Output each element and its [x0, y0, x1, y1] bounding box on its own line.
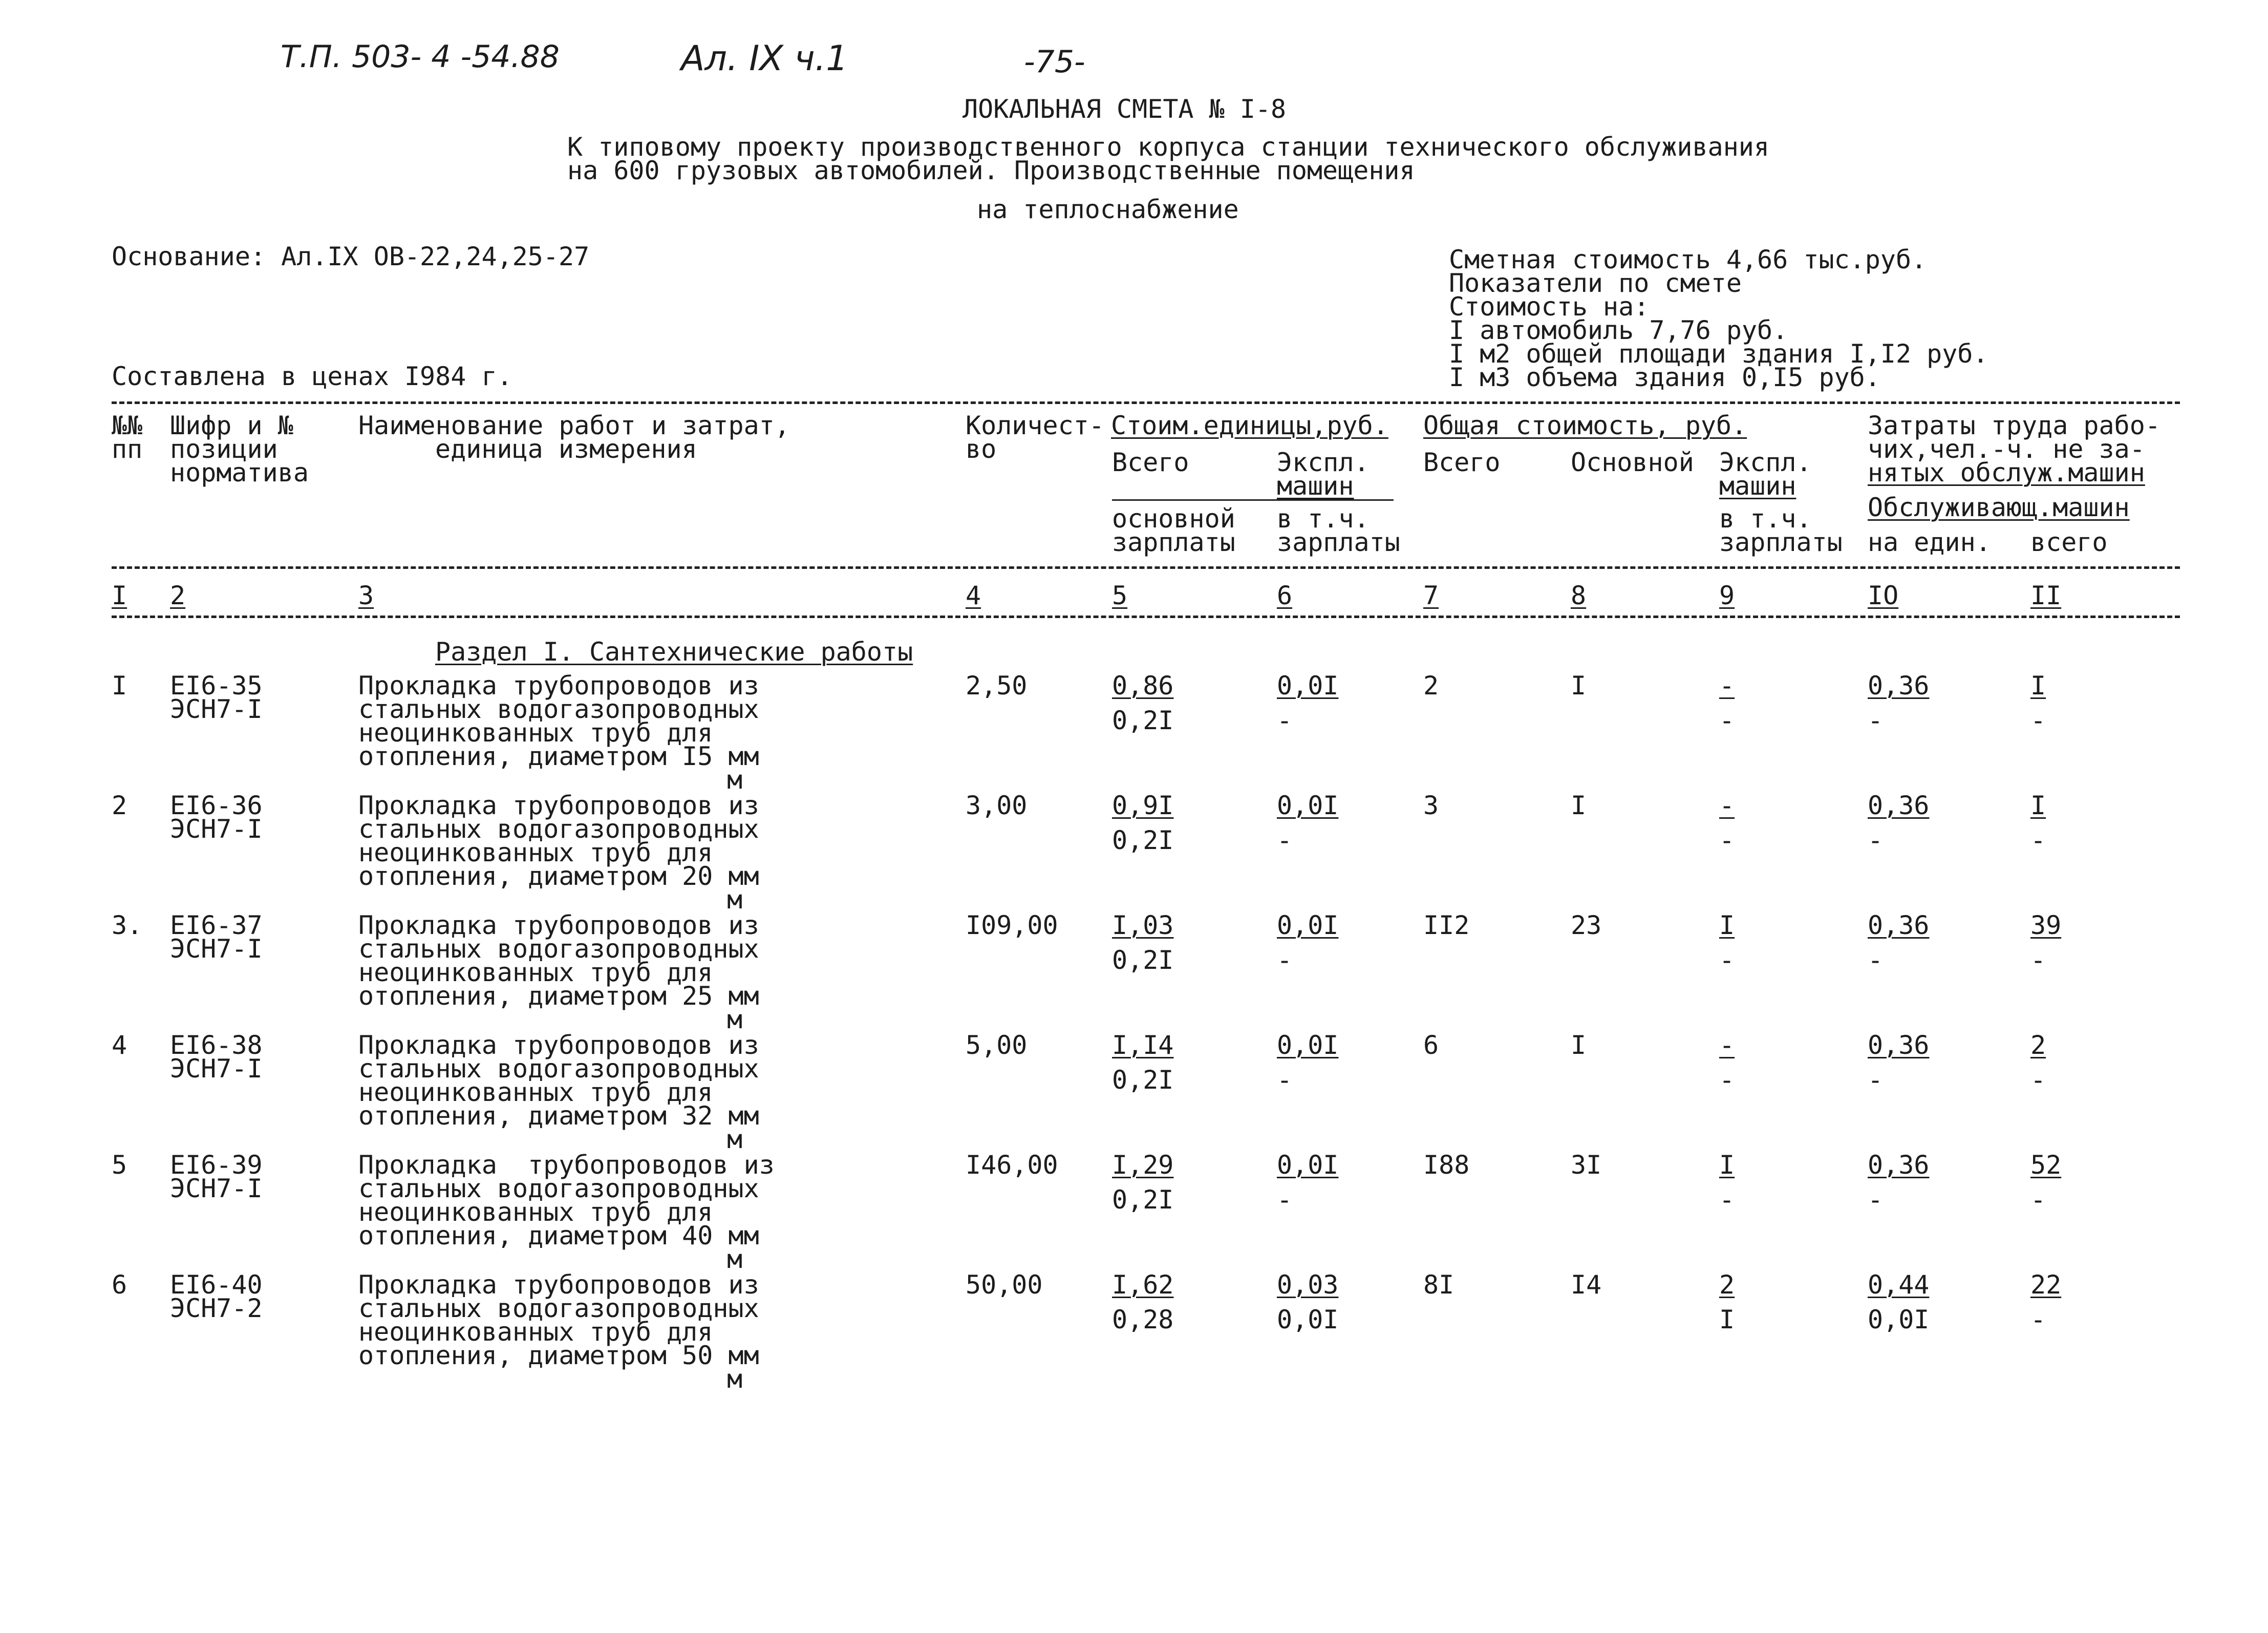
row-total-base: I4	[1571, 1270, 1602, 1300]
row-code-sub: ЭСН7-I	[170, 814, 263, 844]
row-total-all: 6	[1423, 1030, 1439, 1060]
row-total-machines: -	[1719, 1030, 1735, 1060]
row-name-line: стальных водогазопроводных	[358, 814, 759, 844]
row-unit-total: I,62	[1112, 1270, 1174, 1300]
row-unit-machines: 0,0I	[1277, 791, 1339, 820]
row-code-sub: ЭСН7-2	[170, 1293, 263, 1323]
row-number: 5	[112, 1150, 127, 1180]
row-total-machines: -	[1719, 671, 1735, 701]
colnum-4: 4	[966, 581, 981, 610]
row-unit-incl-wage: -	[1277, 825, 1293, 855]
row-labor-service-per-unit: -	[1868, 1065, 1884, 1095]
estimated-cost: Сметная стоимость 4,66 тыс.руб.	[1449, 245, 1927, 274]
row-name-line: неоцинкованных труб для	[358, 1197, 713, 1227]
row-unit-total: I,I4	[1112, 1030, 1174, 1060]
row-name-line: стальных водогазопроводных	[358, 934, 759, 964]
page-number: -75-	[1024, 44, 1085, 80]
row-code: EI6-36	[170, 791, 263, 820]
row-labor-service-per-unit: -	[1868, 1185, 1884, 1215]
section-title: Раздел I. Сантехнические работы	[435, 637, 913, 667]
prices-year: Составлена в ценах I984 г.	[112, 362, 512, 391]
row-total-machines: I	[1719, 1150, 1735, 1180]
row-unit-incl-wage: -	[1277, 706, 1293, 735]
row-labor-total: 52	[2030, 1150, 2062, 1180]
colnum-3: 3	[358, 581, 374, 610]
row-labor-service-total: -	[2030, 1185, 2046, 1215]
title-line-3: на теплоснабжение	[977, 195, 1239, 224]
row-name-line: неоцинкованных труб для	[358, 718, 713, 748]
row-name-line: неоцинкованных труб для	[358, 838, 713, 867]
row-labor-service-total: -	[2030, 706, 2046, 735]
row-total-all: II2	[1423, 910, 1470, 940]
row-total-base: I	[1571, 671, 1587, 701]
col-header-labor-service: Обслуживающ.машин	[1868, 493, 2130, 522]
row-code: EI6-35	[170, 671, 263, 701]
document-title: ЛОКАЛЬНАЯ СМЕТА № I-8	[962, 94, 1287, 124]
project-code: Т.П. 503- 4 -54.88	[281, 39, 560, 75]
row-labor-per-unit: 0,36	[1868, 1030, 1930, 1060]
row-name-line: отопления, диаметром 20 мм	[358, 861, 759, 891]
row-unit: м	[727, 765, 743, 795]
album-ref: Ал. IХ ч.1	[681, 38, 848, 79]
row-unit: м	[727, 1244, 743, 1274]
col-header-labor: Затраты труда рабо- чих,чел.-ч. не за- нятых обслуж.машин	[1868, 411, 2160, 487]
colnum-9: 9	[1719, 581, 1735, 610]
colnum-7: 7	[1423, 581, 1439, 610]
row-unit-total: 0,86	[1112, 671, 1174, 701]
row-unit: м	[727, 1005, 743, 1034]
row-total-incl-wage: -	[1719, 945, 1735, 975]
row-name-line: Прокладка трубопроводов из	[358, 1030, 759, 1060]
row-unit-base-wage: 0,2I	[1112, 706, 1174, 735]
colnum-5: 5	[1112, 581, 1128, 610]
row-labor-service-total: -	[2030, 1065, 2046, 1095]
cost-for-label: Стоимость на:	[1449, 292, 1650, 322]
row-unit: м	[727, 885, 743, 915]
cost-per-m2: I м2 общей площади здания I,I2 руб.	[1449, 339, 1988, 369]
row-quantity: I46,00	[966, 1150, 1058, 1180]
row-labor-service-per-unit: -	[1868, 945, 1884, 975]
row-name-line: Прокладка трубопроводов из	[358, 671, 759, 701]
row-labor-per-unit: 0,36	[1868, 1150, 1930, 1180]
col-header-unit-base-wage: основной зарплаты	[1112, 504, 1235, 557]
basis-text: Основание: Ал.IX ОВ-22,24,25-27	[112, 242, 590, 271]
row-code-sub: ЭСН7-I	[170, 694, 263, 724]
col-header-unit-cost: Стоим.единицы,руб.	[1111, 411, 1388, 440]
col-header-labor-per-unit: на един.	[1868, 527, 1991, 557]
row-labor-per-unit: 0,36	[1868, 671, 1930, 701]
row-total-base: 23	[1571, 910, 1602, 940]
row-total-incl-wage: -	[1719, 706, 1735, 735]
col-header-code: Шифр и № позиции норматива	[170, 411, 309, 487]
col-header-total-base: Основной	[1571, 448, 1694, 477]
row-name-line: неоцинкованных труб для	[358, 1317, 713, 1347]
row-unit-machines: 0,0I	[1277, 1030, 1339, 1060]
row-name-line: стальных водогазопроводных	[358, 694, 759, 724]
row-unit-total: 0,9I	[1112, 791, 1174, 820]
row-unit: м	[727, 1364, 743, 1394]
colnum-bottom-rule	[112, 616, 2180, 618]
row-labor-service-total: -	[2030, 825, 2046, 855]
col-header-labor-total: всего	[2030, 527, 2108, 557]
row-unit-incl-wage: -	[1277, 945, 1293, 975]
row-unit-machines: 0,03	[1277, 1270, 1339, 1300]
row-labor-service-per-unit: -	[1868, 825, 1884, 855]
row-quantity: 50,00	[966, 1270, 1043, 1300]
indicators-label: Показатели по смете	[1449, 268, 1742, 298]
row-code: EI6-37	[170, 910, 263, 940]
col-header-unit-total: Всего	[1112, 448, 1189, 477]
row-unit-incl-wage: 0,0I	[1277, 1305, 1339, 1334]
row-name-line: неоцинкованных труб для	[358, 1077, 713, 1107]
row-number: 2	[112, 791, 127, 820]
row-total-all: 8I	[1423, 1270, 1454, 1300]
header-top-rule	[112, 401, 2180, 404]
row-code: EI6-38	[170, 1030, 263, 1060]
row-labor-total: 22	[2030, 1270, 2062, 1300]
row-total-machines: I	[1719, 910, 1735, 940]
row-quantity: 3,00	[966, 791, 1028, 820]
row-total-incl-wage: -	[1719, 1065, 1735, 1095]
col-header-qty: Количест- во	[966, 411, 1104, 464]
row-total-incl-wage: -	[1719, 1185, 1735, 1215]
row-labor-per-unit: 0,44	[1868, 1270, 1930, 1300]
row-number: 4	[112, 1030, 127, 1060]
header-bottom-rule	[112, 566, 2180, 569]
row-labor-total: I	[2030, 791, 2046, 820]
row-number: 6	[112, 1270, 127, 1300]
row-unit-total: I,03	[1112, 910, 1174, 940]
row-total-all: 2	[1423, 671, 1439, 701]
row-total-base: I	[1571, 791, 1587, 820]
row-labor-total: 2	[2030, 1030, 2046, 1060]
row-number: I	[112, 671, 127, 701]
row-name-line: стальных водогазопроводных	[358, 1054, 759, 1084]
row-name-line: Прокладка трубопроводов из	[358, 1150, 775, 1180]
row-code-sub: ЭСН7-I	[170, 934, 263, 964]
row-code-sub: ЭСН7-I	[170, 1174, 263, 1203]
row-unit-total: I,29	[1112, 1150, 1174, 1180]
col-header-total-all: Всего	[1423, 448, 1501, 477]
row-name-line: Прокладка трубопроводов из	[358, 1270, 759, 1300]
row-labor-per-unit: 0,36	[1868, 910, 1930, 940]
row-total-base: 3I	[1571, 1150, 1602, 1180]
colnum-11: II	[2030, 581, 2062, 610]
colnum-6: 6	[1277, 581, 1293, 610]
title-line-2: на 600 грузовых автомобилей. Производственные помещения	[567, 156, 1415, 185]
row-total-all: I88	[1423, 1150, 1470, 1180]
row-unit-incl-wage: -	[1277, 1065, 1293, 1095]
unit-cost-subrule	[1112, 499, 1394, 501]
col-header-total-incl-wage: в т.ч. зарплаты	[1719, 504, 1843, 557]
row-name-line: отопления, диаметром 50 мм	[358, 1341, 759, 1370]
row-unit-base-wage: 0,2I	[1112, 1065, 1174, 1095]
col-header-total-cost: Общая стоимость, руб.	[1423, 411, 1747, 440]
cost-per-m3: I м3 объема здания 0,I5 руб.	[1449, 363, 1880, 392]
row-unit-machines: 0,0I	[1277, 1150, 1339, 1180]
row-total-incl-wage: -	[1719, 825, 1735, 855]
row-labor-service-per-unit: 0,0I	[1868, 1305, 1930, 1334]
row-name-line: неоцинкованных труб для	[358, 958, 713, 987]
row-name-line: отопления, диаметром I5 мм	[358, 741, 759, 771]
row-name-line: отопления, диаметром 40 мм	[358, 1221, 759, 1250]
title-line-1: К типовому проекту производственного корпуса станции технического обслуживания	[567, 132, 1769, 162]
row-name-line: отопления, диаметром 25 мм	[358, 981, 759, 1011]
row-unit-base-wage: 0,28	[1112, 1305, 1174, 1334]
col-header-name: Наименование работ и затрат, единица измерения	[358, 411, 790, 464]
row-unit-base-wage: 0,2I	[1112, 1185, 1174, 1215]
col-header-unit-incl-wage: в т.ч. зарплаты	[1277, 504, 1400, 557]
row-labor-service-total: -	[2030, 945, 2046, 975]
row-total-all: 3	[1423, 791, 1439, 820]
row-total-incl-wage: I	[1719, 1305, 1735, 1334]
row-labor-total: 39	[2030, 910, 2062, 940]
row-total-base: I	[1571, 1030, 1587, 1060]
row-unit-incl-wage: -	[1277, 1185, 1293, 1215]
colnum-8: 8	[1571, 581, 1587, 610]
row-total-machines: 2	[1719, 1270, 1735, 1300]
row-code: EI6-39	[170, 1150, 263, 1180]
col-header-total-machines: Экспл. машин	[1719, 448, 1812, 501]
row-quantity: I09,00	[966, 910, 1058, 940]
row-unit-machines: 0,0I	[1277, 910, 1339, 940]
col-header-unit-machines: Экспл. машин	[1277, 448, 1370, 501]
cost-per-vehicle: I автомобиль 7,76 руб.	[1449, 315, 1788, 345]
row-labor-total: I	[2030, 671, 2046, 701]
row-quantity: 2,50	[966, 671, 1028, 701]
row-number: 3.	[112, 910, 143, 940]
row-unit-base-wage: 0,2I	[1112, 945, 1174, 975]
row-quantity: 5,00	[966, 1030, 1028, 1060]
row-name-line: стальных водогазопроводных	[358, 1174, 759, 1203]
row-code: EI6-40	[170, 1270, 263, 1300]
row-labor-service-per-unit: -	[1868, 706, 1884, 735]
colnum-1: I	[112, 581, 127, 610]
row-total-machines: -	[1719, 791, 1735, 820]
row-unit-machines: 0,0I	[1277, 671, 1339, 701]
row-name-line: Прокладка трубопроводов из	[358, 910, 759, 940]
colnum-10: IO	[1868, 581, 1899, 610]
row-labor-per-unit: 0,36	[1868, 791, 1930, 820]
row-name-line: отопления, диаметром 32 мм	[358, 1101, 759, 1131]
row-labor-service-total: -	[2030, 1305, 2046, 1334]
col-header-num: №№ пп	[112, 411, 143, 464]
row-name-line: стальных водогазопроводных	[358, 1293, 759, 1323]
row-code-sub: ЭСН7-I	[170, 1054, 263, 1084]
row-unit-base-wage: 0,2I	[1112, 825, 1174, 855]
row-name-line: Прокладка трубопроводов из	[358, 791, 759, 820]
row-unit: м	[727, 1125, 743, 1154]
colnum-2: 2	[170, 581, 186, 610]
